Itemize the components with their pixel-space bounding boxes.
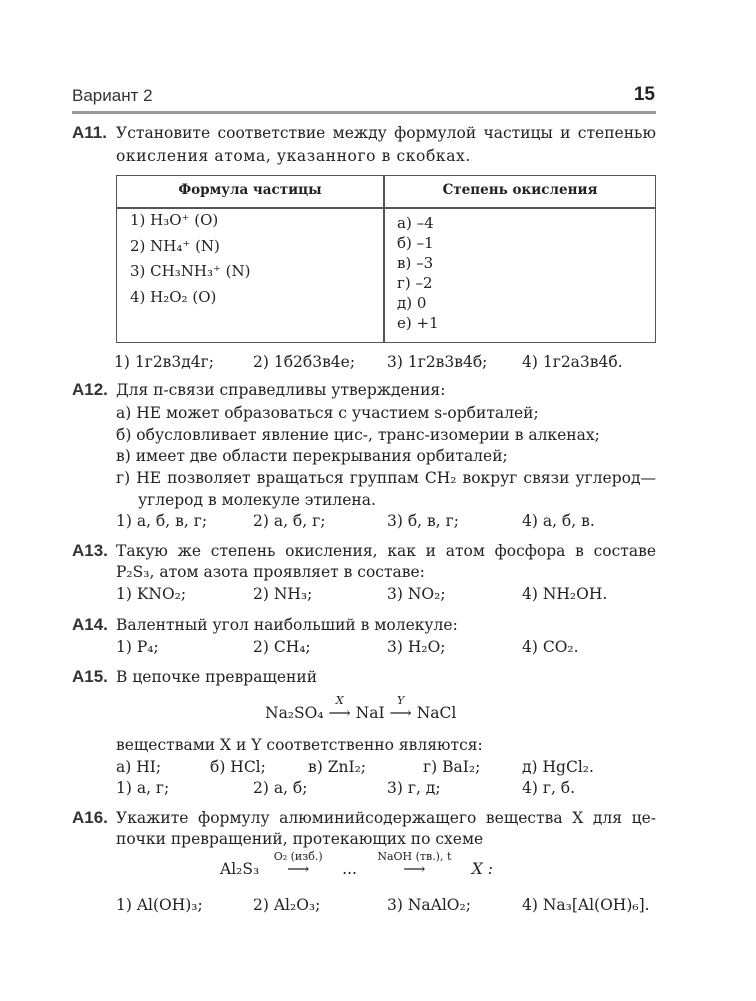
substance-option: б) HCl; [210,758,266,776]
answer-option: 3) NaAlO₂; [387,896,471,914]
matching-table [116,175,656,343]
scheme-middle: NaI [355,704,385,722]
scheme-end: X : [471,860,493,878]
answer-option: 1) а, г; [116,779,170,797]
question-label-a11: А11. [72,123,107,142]
a16-text-line1: Укажите формулу алюминийсодержащего вещества X для це- [116,809,656,827]
table-header-rule [117,207,655,209]
answer-option: 3) г, д; [387,779,441,797]
substance-option: а) HI; [116,758,162,776]
a12-text: Для π-связи справедливы утверждения: [116,381,446,399]
arrow-label: NaOH (тв.), t [377,850,452,863]
answer-option: 4) 1г2а3в4б. [522,353,623,371]
a13-text-line1: Такую же степень окисления, как и атом фосфора в составе [116,542,656,560]
answer-option: 2) а, б; [253,779,308,797]
answer-option: 4) CO₂. [522,638,579,656]
header-rule [72,111,656,114]
answer-option: 2) Al₂O₃; [253,896,321,914]
a14-text: Валентный угол наибольший в молекуле: [116,616,458,634]
reaction-arrow: NaOH (тв.), t ⟶ [362,859,467,879]
statement-item: а) НЕ может образоваться с участием s-орбиталей; [116,404,539,422]
answer-option: 2) 1б2б3в4е; [253,353,356,371]
state-item: г) –2 [397,274,433,292]
scheme-start: Na₂SO₄ [265,704,324,722]
question-label-a14: А14. [72,615,108,634]
table-divider [383,176,385,342]
scheme-start: Al₂S₃ [220,860,260,878]
formula-item: 3) CH₃NH₃⁺ (N) [130,262,251,280]
a11-text-line2: окисления атома, указанного в скобках. [116,147,471,165]
statement-item: г) НЕ позволяет вращаться группам CH₂ вокруг связи углерод— [116,469,656,487]
arrow-label: X [335,694,344,707]
answer-option: 4) г, б. [522,779,576,797]
answer-option: 3) б, в, г; [387,512,459,530]
question-label-a13: А13. [72,541,108,560]
arrow-label: O₂ (изб.) [273,850,323,863]
reaction-arrow: O₂ (изб.) ⟶ [259,859,337,879]
answer-option: 1) Al(OH)₃; [116,896,203,914]
answer-option: 2) NH₃; [253,585,313,603]
question-label-a15: А15. [72,667,108,686]
substance-option: г) BaI₂; [423,758,481,776]
substance-option: д) HgCl₂. [522,758,594,776]
answer-option: 4) а, б, в. [522,512,595,530]
question-label-a12: А12. [72,380,108,399]
running-header: Вариант 2 [72,86,153,105]
a15-text2: веществами X и Y соответственно являются: [116,736,483,754]
answer-option: 3) 1г2в3в4б; [387,353,488,371]
formula-item: 4) H₂O₂ (O) [130,288,217,306]
state-item: в) –3 [397,254,434,272]
answer-option: 2) а, б, г; [253,512,326,530]
statement-item-continuation: углерод в молекуле этилена. [138,491,376,509]
scheme-end: NaCl [416,704,457,722]
table-header-formula: Формула частицы [178,182,322,198]
answer-option: 2) CH₄; [253,638,311,656]
statement-item: в) имеет две области перекрывания орбиталей; [116,447,508,465]
formula-item: 2) NH₄⁺ (N) [130,237,220,255]
a13-text-line2: P₂S₃, атом азота проявляет в составе: [116,563,425,581]
state-item: д) 0 [397,294,427,312]
reaction-scheme [220,850,493,879]
answer-option: 4) NH₂OH. [522,585,608,603]
reaction-scheme [265,694,457,723]
state-item: е) +1 [397,314,439,332]
state-item: а) –4 [397,214,434,232]
statement-item: б) обусловливает явление цис-, транс-изомерии в алкенах; [116,426,600,444]
answer-option: 3) H₂O; [387,638,446,656]
table-header-state: Степень окисления [442,182,598,198]
reaction-arrow: X ⟶ [329,703,351,723]
answer-option: 1) 1г2в3д4г; [114,353,215,371]
question-label-a16: А16. [72,808,108,827]
answer-option: 1) KNO₂; [116,585,187,603]
answer-option: 1) P₄; [116,638,159,656]
scheme-middle: ... [342,860,357,878]
answer-option: 4) Na₃[Al(OH)₆]. [522,896,650,914]
page-number: 15 [633,84,655,105]
state-item: б) –1 [397,234,434,252]
arrow-label: Y [397,694,405,707]
answer-option: 1) а, б, в, г; [116,512,208,530]
reaction-arrow: Y ⟶ [390,703,412,723]
a11-text-line1: Установите соответствие между формулой частицы и степенью [116,124,656,142]
formula-item: 1) H₃O⁺ (O) [130,211,219,229]
substance-option: в) ZnI₂; [308,758,367,776]
answer-option: 3) NO₂; [387,585,446,603]
a15-text: В цепочке превращений [116,668,318,686]
a16-text-line2: почки превращений, протекающих по схеме [116,830,484,848]
